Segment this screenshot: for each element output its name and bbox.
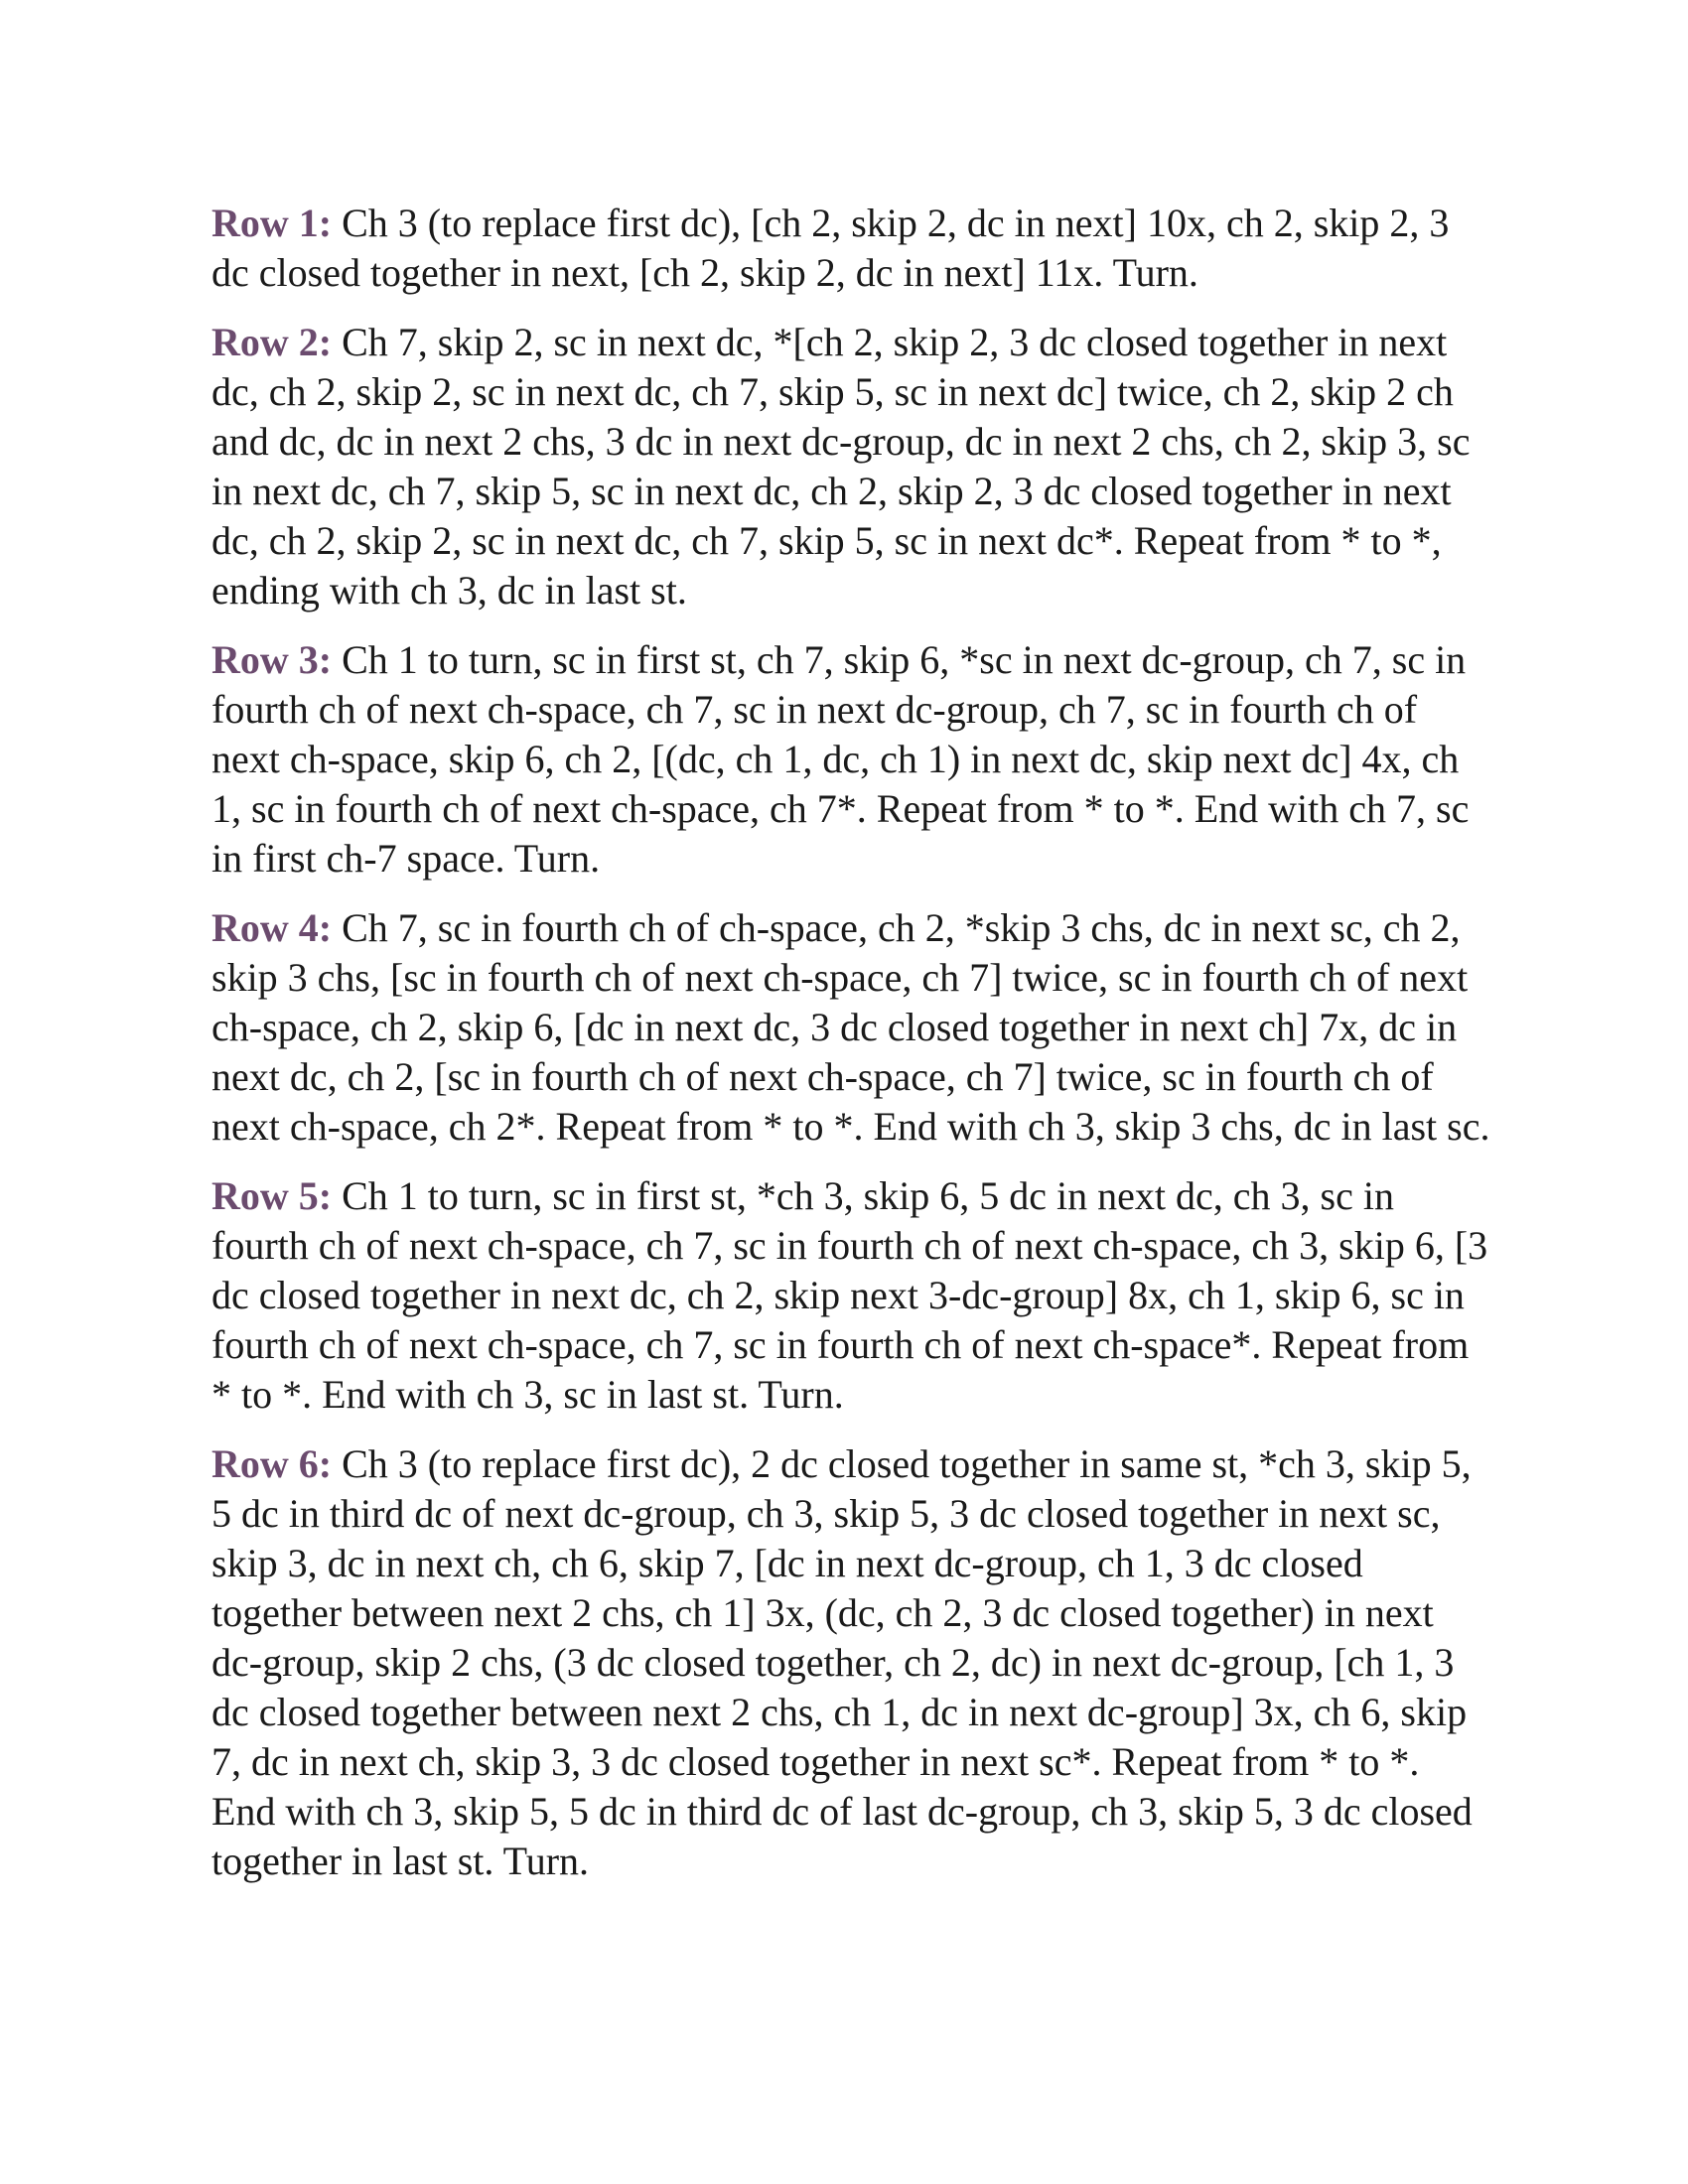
pattern-page — [211, 199, 1492, 1906]
row-6-paragraph — [211, 1439, 1492, 1886]
row-6-text: Ch 3 (to replace first dc), 2 dc closed together in same st, *ch 3, skip 5, 5 dc in third dc of next dc-group, ch 3, skip 5, 3 dc closed together in next sc, skip 3, dc in next ch, ch 6, skip 7, [dc in next dc-group, ch 1, 3 dc closed together between next 2 chs, ch 1] 3x, (dc, ch 2, 3 dc closed together) in next dc-group, skip 2 chs, (3 dc closed together, ch 2, dc) in next dc-group, [ch 1, 3 dc closed together between next 2 chs, ch 1, dc in next dc-group] 3x, ch 6, skip 7, dc in next ch, skip 3, 3 dc closed together in next sc*. Repeat from * to *. End with ch 3, skip 5, 5 dc in third dc of last dc-group, ch 3, skip 5, 3 dc closed together in last st. Turn. — [211, 1441, 1473, 1883]
row-5-paragraph — [211, 1171, 1492, 1420]
row-6-label: Row 6: — [211, 1441, 333, 1486]
row-2-label: Row 2: — [211, 320, 333, 364]
row-4-paragraph — [211, 903, 1492, 1152]
row-3-text: Ch 1 to turn, sc in first st, ch 7, skip 6, *sc in next dc-group, ch 7, sc in fourth ch of next ch-space, ch 7, sc in next dc-group, ch 7, sc in fourth ch of next ch-space, skip 6, ch 2, [(dc, ch 1, dc, ch 1) in next dc, skip next dc] 4x, ch 1, sc in fourth ch of next ch-space, ch 7*. Repeat from * to *. End with ch 7, sc in first ch-7 space. Turn. — [211, 637, 1470, 881]
row-5-label: Row 5: — [211, 1173, 333, 1218]
row-1-paragraph — [211, 199, 1492, 298]
row-2-text: Ch 7, skip 2, sc in next dc, *[ch 2, skip 2, 3 dc closed together in next dc, ch 2, skip 2, sc in next dc, ch 7, skip 5, sc in next dc] twice, ch 2, skip 2 ch and dc, dc in next 2 chs, 3 dc in next dc-group, dc in next 2 chs, ch 2, skip 3, sc in next dc, ch 7, skip 5, sc in next dc, ch 2, skip 2, 3 dc closed together in next dc, ch 2, skip 2, sc in next dc, ch 7, skip 5, sc in next dc*. Repeat from * to *, ending with ch 3, dc in last st. — [211, 320, 1471, 613]
row-1-text: Ch 3 (to replace first dc), [ch 2, skip 2, dc in next] 10x, ch 2, skip 2, 3 dc closed together in next, [ch 2, skip 2, dc in next] 11x. Turn. — [211, 201, 1450, 295]
row-1-label: Row 1: — [211, 201, 333, 245]
row-4-text: Ch 7, sc in fourth ch of ch-space, ch 2, *skip 3 chs, dc in next sc, ch 2, skip 3 chs, [sc in fourth ch of next ch-space, ch 7] twice, sc in fourth ch of next ch-space, ch 2, skip 6, [dc in next dc, 3 dc closed together in next ch] 7x, dc in next dc, ch 2, [sc in fourth ch of next ch-space, ch 7] twice, sc in fourth ch of next ch-space, ch 2*. Repeat from * to *. End with ch 3, skip 3 chs, dc in last sc. — [211, 905, 1490, 1149]
row-5-text: Ch 1 to turn, sc in first st, *ch 3, skip 6, 5 dc in next dc, ch 3, sc in fourth ch of next ch-space, ch 7, sc in fourth ch of next ch-space, ch 3, skip 6, [3 dc closed together in next dc, ch 2, skip next 3-dc-group] 8x, ch 1, skip 6, sc in fourth ch of next ch-space, ch 7, sc in fourth ch of next ch-space*. Repeat from * to *. End with ch 3, sc in last st. Turn. — [211, 1173, 1488, 1417]
row-2-paragraph — [211, 318, 1492, 615]
row-4-label: Row 4: — [211, 905, 333, 950]
row-3-label: Row 3: — [211, 637, 333, 682]
row-3-paragraph — [211, 635, 1492, 884]
